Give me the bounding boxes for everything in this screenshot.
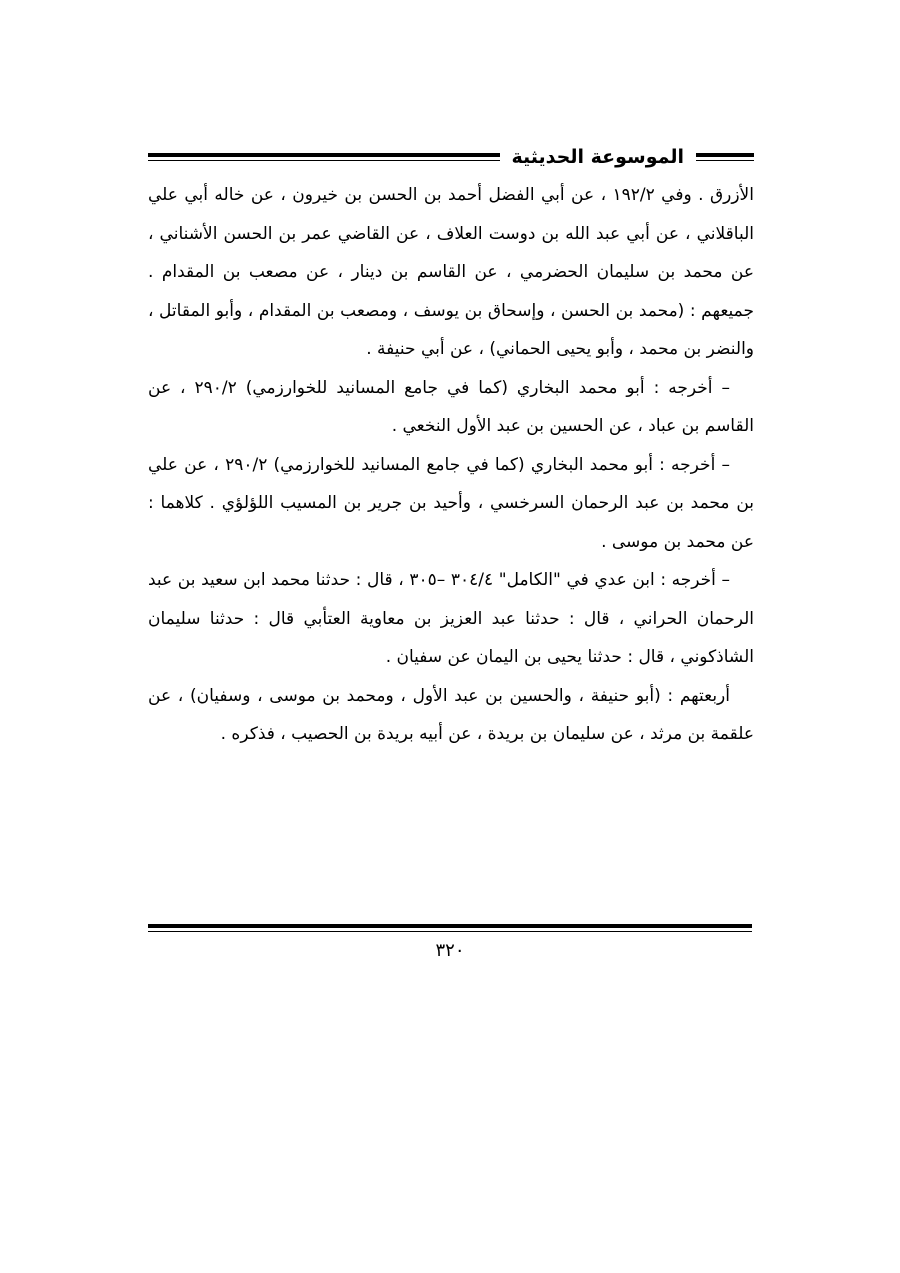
paragraph-takhrij-2: – أخرجه : أبو محمد البخاري (كما في جامع المسانيد للخوارزمي) ٢٩٠/٢ ، عن علي بن محمد بن عبد الرحمان السرخسي ، وأحيد بن جرير بن المسيب اللؤلؤي . كلاهما : عن محمد بن موسى . <box>148 454 754 552</box>
paragraph-takhrij-3: – أخرجه : ابن عدي في "الكامل" ٣٠٤/٤ –٣٠٥ ، قال : حدثنا محمد ابن سعيد بن عبد الرحمان الحراني ، قال : حدثنا عبد العزيز بن معاوية العتأبي قال : حدثنا سليمان الشاذكوني ، قال : حدثنا يحيى بن اليمان عن سفيان . <box>148 570 754 667</box>
page-header <box>148 140 754 174</box>
paragraph-continuation: الأزرق . وفي ١٩٢/٢ ، عن أبي الفضل أحمد بن الحسن بن خيرون ، عن خاله أبي علي الباقلاني ، عن أبي عبد الله بن دوست العلاف ، عن القاضي عمر بن الحسن الأشناني ، عن محمد بن سليمان الحضرمي ، عن القاسم بن دينار ، عن مصعب بن المقدام . جميعهم : (محمد بن الحسن ، وإسحاق بن يوسف ، ومصعب بن المقدام ، وأبو المقاتل ، والنضر بن محمد ، وأبو يحيى الحماني) ، عن أبي حنيفة . <box>148 185 754 359</box>
footer-rule <box>148 924 752 932</box>
header-rule-left <box>148 153 500 161</box>
paragraph-summary: أربعتهم : (أبو حنيفة ، والحسين بن عبد الأول ، ومحمد بن موسى ، وسفيان) ، عن علقمة بن مرثد ، عن سليمان بن بريدة ، عن أبيه بريدة بن الحصيب ، فذكره . <box>148 685 754 744</box>
page-number: ٣٢٠ <box>435 940 465 961</box>
paragraph-takhrij-1: – أخرجه : أبو محمد البخاري (كما في جامع المسانيد للخوارزمي) ٢٩٠/٢ ، عن القاسم بن عباد ، عن الحسين بن عبد الأول النخعي . <box>148 377 754 436</box>
body-text <box>148 176 754 754</box>
running-header-title: الموسوعة الحديثية <box>511 146 684 168</box>
header-rule-right <box>696 153 754 161</box>
